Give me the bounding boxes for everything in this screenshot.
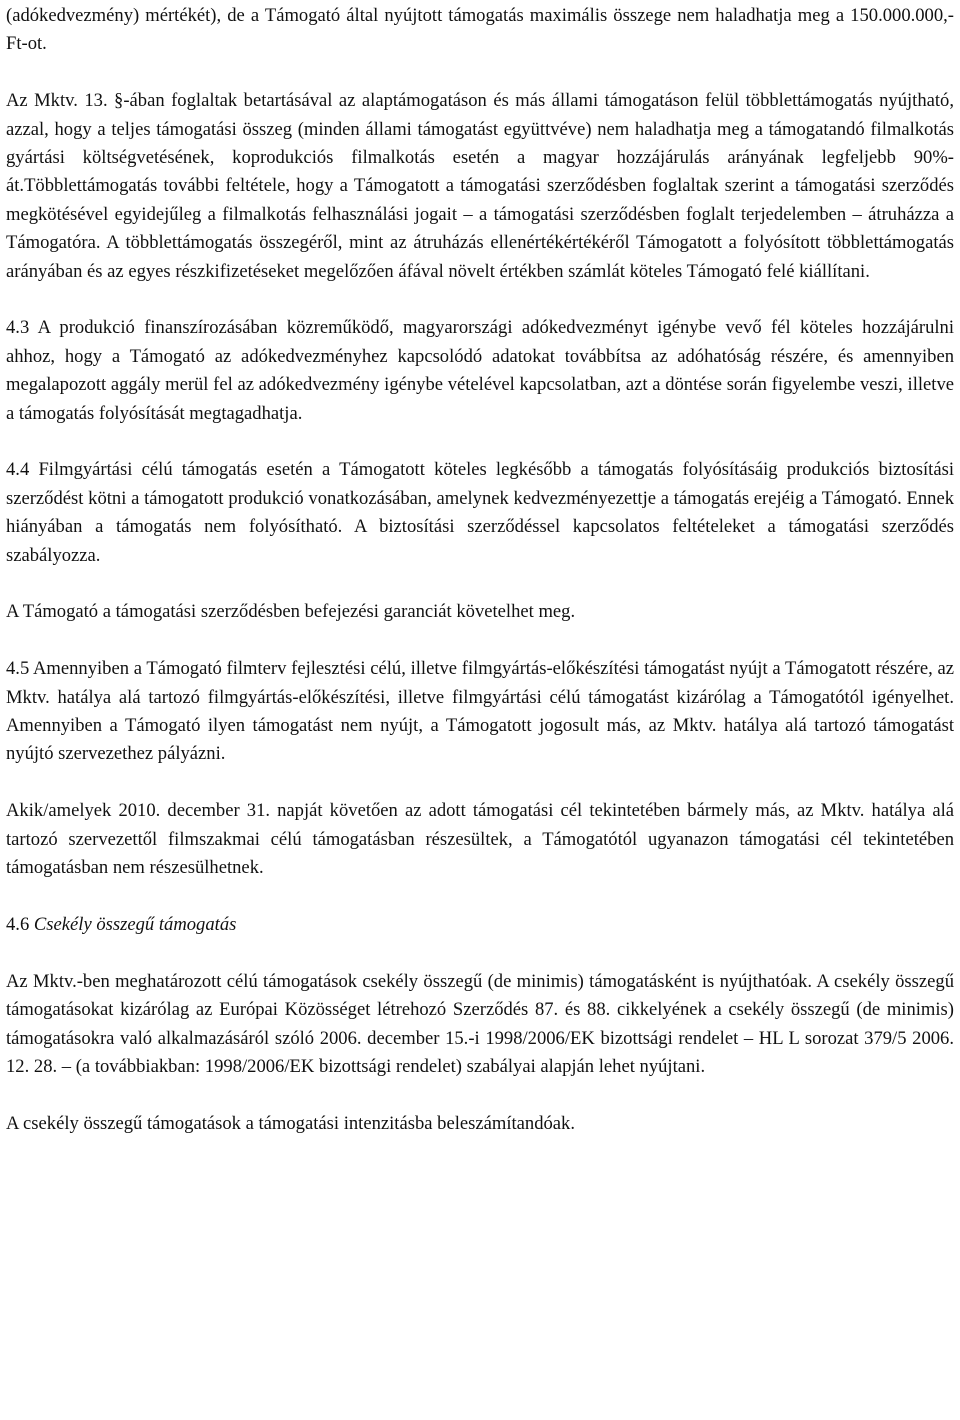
section-4-6-heading <box>6 911 954 939</box>
paragraph-akik: Akik/amelyek 2010. december 31. napját követően az adott támogatási cél tekintetében bármely más, az Mktv. hatálya alá tartozó szervezettől filmszakmai célú támogatásban részesültek, a Támogatótól ugyanazon támogatási cél tekintetében támogatásban nem részesülhetnek. <box>6 800 954 879</box>
section-text: A produkció finanszírozásában közreműködő, magyarországi adókedvezményt igénybe vevő fél köteles hozzájárulni ahhoz, hogy a Támogató az adókedvezményhez kapcsolódó adatokat továbbítsa az adóhatóság részére, és amennyiben megalapozott aggály merül fel az adókedvezmény igénybe vételével kapcsolatban, azt a döntése során figyelembe veszi, illetve a támogatás folyósítását megtagadhatja. <box>6 317 954 424</box>
section-number: 4.4 <box>6 459 30 481</box>
paragraph-mktv-ben: Az Mktv.-ben meghatározott célú támogatások csekély összegű (de minimis) támogatásként is nyújthatóak. A csekély összegű támogatásokat kizárólag az Európai Közösséget létrehozó Szerződés 87. és 88. cikkelyének a csekély összegű (de minimis) támogatásokra való alkalmazásáról szóló 2006. december 15.-i 1998/2006/EK bizottsági rendelet – HL L sorozat 379/5 2006. 12. 28. – (a továbbiakban: 1998/2006/EK bizottsági rendelet) szabályai alapján lehet nyújtani. <box>6 970 954 1077</box>
section-number: 4.5 <box>6 658 30 680</box>
section-4-3 <box>6 314 954 428</box>
section-4-4 <box>6 456 954 570</box>
paragraph-intro: (adókedvezmény) mértékét), de a Támogató által nyújtott támogatás maximális összege nem haladhatja meg a 150.000.000,- Ft-ot. <box>6 5 954 55</box>
section-number: 4.6 <box>6 913 30 935</box>
paragraph-mktv-13: Az Mktv. 13. §-ában foglaltak betartásával az alaptámogatáson és más állami támogatáson felül többlettámogatás nyújtható, azzal, hogy a teljes támogatási összeg (minden állami támogatást együttvéve) nem haladhatja meg a támogatandó filmalkotás gyártási költségvetésének, koprodukciós filmalkotás esetén a magyar hozzájárulás arányának legfeljebb 90%-át.Többlettámogatás további feltétele, hogy a Támogatott a támogatási szerződésben foglaltak szerint a támogatási szerződés megkötésével egyidejűleg a filmalkotás felhasználási jogait – a támogatási szerződésben foglalt terjedelemben – átruházza a Támogatóra. A többlettámogatás összegéről, mint az átruházás ellenértékértékéről Támogatott a folyósított többlettámogatás arányában és az egyes részkifizetéseket megelőzően áfával növelt értékben számlát köteles Támogató felé kiállítani. <box>6 90 954 282</box>
paragraph-intenzitas: A csekély összegű támogatások a támogatási intenzitásba beleszámítandóak. <box>6 1112 575 1134</box>
paragraph-garancia: A Támogató a támogatási szerződésben befejezési garanciát követelhet meg. <box>6 601 576 623</box>
section-text: Filmgyártási célú támogatás esetén a Támogatott köteles legkésőbb a támogatás folyósításáig produkciós biztosítási szerződést kötni a támogatott produkció vonatkozásában, amelynek kedvezményezettje a támogatás erejéig a Támogató. Ennek hiányában a támogatás nem folyósítható. A biztosítási szerződéssel kapcsolatos feltételeket a támogatási szerződés szabályozza. <box>6 459 954 566</box>
section-title: Csekély összegű támogatás <box>33 913 237 935</box>
section-text: Amennyiben a Támogató filmterv fejlesztési célú, illetve filmgyártás-előkészítési támogatást nyújt a Támogatott részére, az Mktv. hatálya alá tartozó filmgyártás-előkészítési, illetve filmgyártási célú támogatást kizárólag a Támogatótól igényelhet. Amennyiben a Támogató ilyen támogatást nem nyújt, a Támogatott jogosult más, az Mktv. hatálya alá tartozó támogatást nyújtó szervezethez pályázni. <box>6 658 954 765</box>
section-number: 4.3 <box>6 317 30 339</box>
section-4-5 <box>6 655 954 769</box>
